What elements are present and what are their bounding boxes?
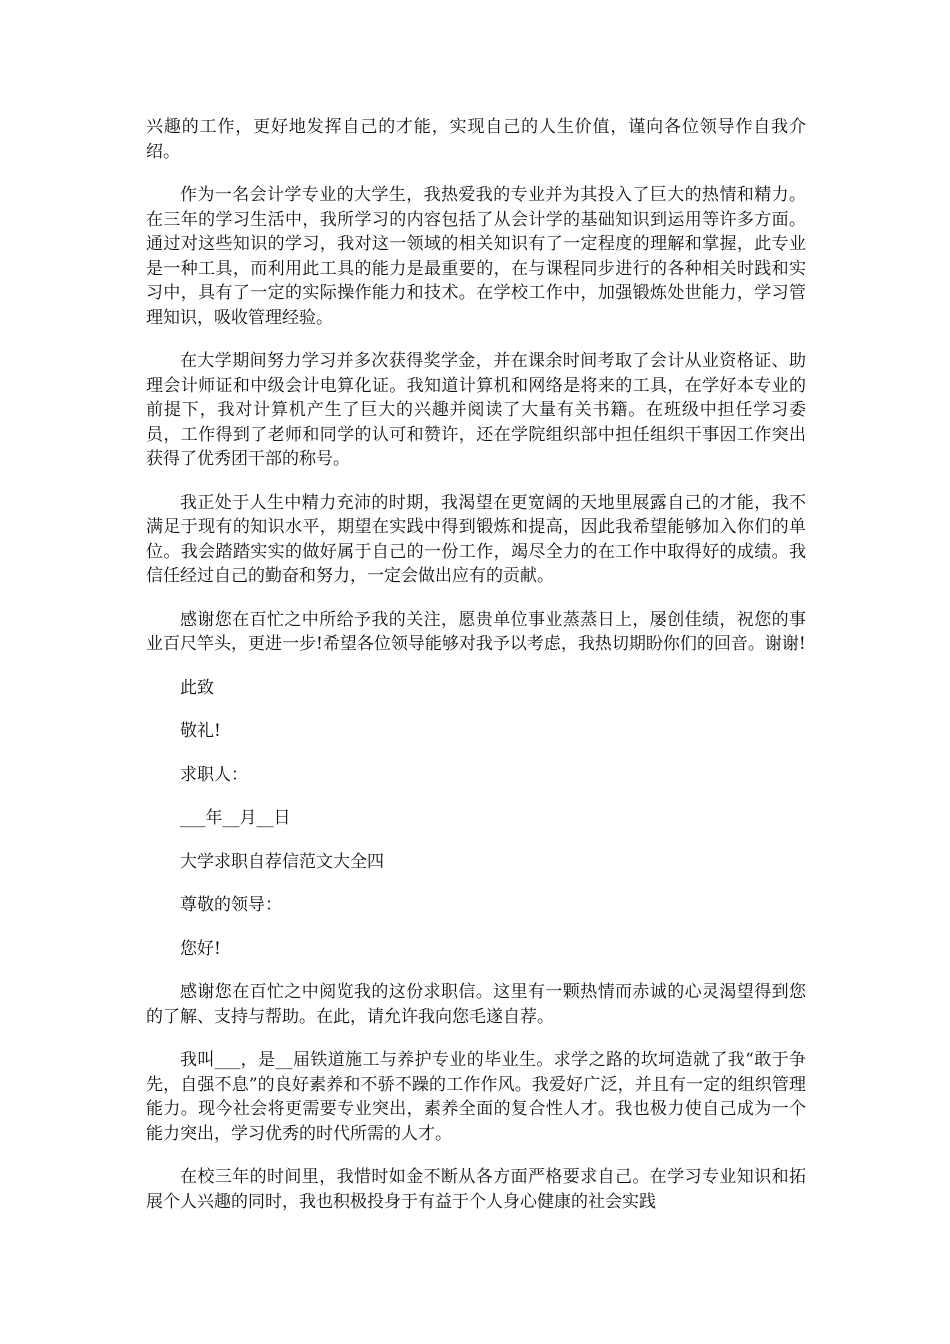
- signature-date: ___年__月__日: [180, 808, 291, 828]
- paragraph-achievements: 在大学期间努力学习并多次获得奖学金，并在课余时间考取了会计从业资格证、助理会计师证和中级会计电算化证。我知道计算机和网络是将来的工具，在学好本专业的前提下，我对计算机产生了巨大的兴趣并阅读了大量有关书籍。在班级中担任学习委员，工作得到了老师和同学的认可和赞许，还在学院组织部中担任组织干事因工作突出获得了优秀团干部的称号。: [146, 351, 806, 469]
- closing-jing-li: 敬礼!: [180, 721, 221, 741]
- paragraph-intro: 感谢您在百忙之中阅览我的这份求职信。这里有一颗热情而赤诚的心灵渴望得到您的了解、支持与帮助。在此，请允许我向您毛遂自荐。: [146, 982, 806, 1027]
- salutation: 尊敬的领导：: [180, 895, 282, 915]
- paragraph-aspiration: 我正处于人生中精力充沛的时期，我渴望在更宽阔的天地里展露自己的才能，我不满足于现有的知识水平，期望在实践中得到锻炼和提高，因此我希望能够加入你们的单位。我会踏踏实实的做好属于自己的一份工作，竭尽全力的在工作中取得好的成绩。我信任经过自己的勤奋和努力，一定会做出应有的贡献。: [146, 492, 806, 586]
- paragraph-thanks: 感谢您在百忙之中所给予我的关注，愿贵单位事业蒸蒸日上，屡创佳绩，祝您的事业百尺竿头，更进一步!希望各位领导能够对我予以考虑，我热切期盼你们的回音。谢谢!: [146, 609, 806, 654]
- letter-body: [146, 115, 806, 1233]
- signature-applicant: 求职人：: [180, 764, 248, 785]
- paragraph-school: 在校三年的时间里，我惜时如金不断从各方面严格要求自己。在学习专业知识和拓展个人兴趣的同时，我也积极投身于有益于个人身心健康的社会实践: [146, 1167, 806, 1212]
- closing-ci-zhi: 此致: [180, 677, 214, 698]
- paragraph-self: 我叫___，是__届铁道施工与养护专业的毕业生。求学之路的坎坷造就了我“敢于争先，自强不息”的良好素养和不骄不躁的工作作风。我爱好广泛，并且有一定的组织管理能力。现今社会将更需要专业突出，素养全面的复合性人才。我也极力使自己成为一个能力突出，学习优秀的时代所需的人才。: [146, 1050, 806, 1144]
- section-title: 大学求职自荐信范文大全四: [180, 851, 384, 872]
- paragraph-continued: 兴趣的工作，更好地发挥自己的才能，实现自己的人生价值，谨向各位领导作自我介绍。: [146, 117, 806, 162]
- paragraph-major: 作为一名会计学专业的大学生，我热爱我的专业并为其投入了巨大的热情和精力。在三年的学习生活中，我所学习的内容包括了从会计学的基础知识到运用等许多方面。通过对这些知识的学习，我对这一领域的相关知识有了一定程度的理解和掌握，此专业是一种工具，而利用此工具的能力是最重要的，在与课程同步进行的各种相关时践和实习中，具有了一定的实际操作能力和技术。在学校工作中，加强锻炼处世能力，学习管理知识，吸收管理经验。: [146, 185, 806, 328]
- greeting: 您好!: [180, 938, 221, 959]
